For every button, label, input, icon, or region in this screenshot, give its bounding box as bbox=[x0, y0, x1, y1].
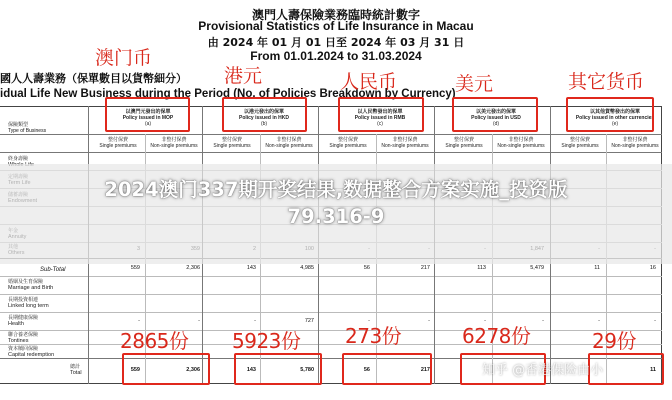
highlight-box bbox=[566, 97, 654, 132]
policy-count-other: 29份 bbox=[592, 329, 636, 353]
row-label-en: Capital redemption bbox=[8, 352, 55, 358]
subhead-nonsingle bbox=[146, 137, 202, 149]
table-cell: 559 bbox=[130, 265, 140, 271]
subhead-single bbox=[206, 137, 258, 149]
table-cell-total: 559 bbox=[130, 367, 140, 373]
row-label-en: Health bbox=[8, 321, 24, 327]
headline-line-1: 2024澳门337期开奖结果,数据整合方案实施_投资版 bbox=[104, 178, 568, 201]
table-divider bbox=[0, 312, 662, 313]
policy-count-mop: 2865份 bbox=[120, 329, 189, 353]
table-divider bbox=[0, 134, 662, 135]
table-cell: - bbox=[138, 318, 140, 324]
subhead-zh: 整付保費 bbox=[221, 137, 242, 143]
subhead-zh: 非整付保費 bbox=[508, 137, 534, 143]
table-cell: - bbox=[198, 318, 200, 324]
type-header-zh: 保險類型 bbox=[8, 122, 29, 128]
subhead-en: Single premiums bbox=[99, 143, 137, 149]
column-header-code: (c) bbox=[377, 121, 383, 127]
subhead-en: Non-single premiums bbox=[497, 143, 545, 149]
period-chinese: 由 2024 年 01 月 01 日至 2024 年 03 月 31 日 bbox=[207, 36, 465, 49]
column-header-code: (e) bbox=[611, 121, 619, 127]
subhead-zh: 非整付保費 bbox=[392, 137, 418, 143]
column-header-zh: 以人民幣發出的保單 bbox=[357, 109, 403, 115]
row-label-en: Linked long term bbox=[8, 303, 49, 309]
subhead-single bbox=[92, 137, 144, 149]
subhead-nonsingle bbox=[261, 137, 317, 149]
column-header-code: (d) bbox=[492, 121, 500, 127]
highlight-box bbox=[105, 97, 190, 132]
table-cell: 727 bbox=[304, 318, 314, 324]
table-cell: 4,985 bbox=[300, 265, 314, 271]
row-label-en: Marriage and Birth bbox=[8, 285, 54, 291]
table-cell-total: 2,306 bbox=[186, 367, 200, 373]
company-heading: 國人人壽業務（保單數目以貨幣細分） bbox=[0, 72, 187, 85]
subhead-single bbox=[438, 137, 490, 149]
currency-label-rmb: 人民币 bbox=[340, 71, 398, 93]
type-of-business-header bbox=[8, 122, 46, 134]
currency-label-mop: 澳门币 bbox=[95, 47, 153, 69]
title-english: Provisional Statistics of Life Insurance in Macau bbox=[198, 19, 474, 33]
subhead-zh: 非整付保費 bbox=[622, 137, 648, 143]
column-header-zh: 以其他貨幣發出的保單 bbox=[589, 109, 640, 115]
table-cell: 113 bbox=[477, 265, 486, 271]
subhead-en: Single premiums bbox=[329, 143, 367, 149]
highlight-box bbox=[338, 97, 424, 132]
policy-count-hkd: 5923份 bbox=[232, 329, 301, 353]
table-cell: - bbox=[542, 318, 544, 324]
subhead-en: Single premiums bbox=[213, 143, 251, 149]
table-cell: - bbox=[368, 318, 370, 324]
subhead-single bbox=[322, 137, 374, 149]
row-label-zh: 聯合養老保險 bbox=[8, 332, 39, 338]
table-cell: - bbox=[484, 318, 486, 324]
row-label-total bbox=[70, 364, 82, 376]
subhead-nonsingle bbox=[377, 137, 433, 149]
table-divider bbox=[0, 344, 662, 345]
row-label-zh: 婚姻及生育保險 bbox=[8, 279, 44, 285]
table-cell: - bbox=[428, 318, 430, 324]
subhead-zh: 非整付保費 bbox=[161, 137, 187, 143]
table-divider bbox=[0, 330, 662, 331]
subhead-en: Non-single premiums bbox=[150, 143, 198, 149]
row-label-marriage bbox=[8, 279, 53, 291]
period-english: From 01.01.2024 to 31.03.2024 bbox=[250, 49, 422, 63]
row-label-subtotal: Sub-Total bbox=[40, 267, 66, 273]
row-label-linked bbox=[8, 297, 49, 309]
table-cell-total: 143 bbox=[246, 367, 256, 373]
table-cell-total: 5,780 bbox=[300, 367, 314, 373]
row-label-zh: 總計 bbox=[70, 364, 81, 370]
subhead-en: Non-single premiums bbox=[381, 143, 429, 149]
table-divider bbox=[0, 276, 662, 277]
column-header-code: (a) bbox=[144, 121, 152, 127]
highlight-box bbox=[342, 353, 432, 385]
column-header-en: Policy issued in other currencies bbox=[575, 115, 655, 121]
policy-count-usd: 6278份 bbox=[462, 324, 531, 348]
subhead-en: Single premiums bbox=[445, 143, 483, 149]
currency-label-hkd: 港元 bbox=[224, 65, 263, 87]
column-header-en: Policy issued in RMB bbox=[354, 115, 406, 121]
row-label-en: Total bbox=[70, 370, 82, 376]
row-label-en: Tontines bbox=[8, 338, 29, 344]
column-header-en: Policy issued in MOP bbox=[122, 115, 174, 121]
table-divider bbox=[0, 294, 662, 295]
highlight-box bbox=[222, 97, 307, 132]
table-cell: 2,306 bbox=[186, 265, 200, 271]
table-cell-total: 11 bbox=[650, 367, 656, 373]
subhead-en: Non-single premiums bbox=[611, 143, 659, 149]
table-cell: - bbox=[598, 318, 600, 324]
subhead-zh: 整付保費 bbox=[337, 137, 358, 143]
subhead-zh: 整付保費 bbox=[453, 137, 474, 143]
watermark-text: 知乎 @香港保险由小 bbox=[482, 363, 604, 378]
row-label-tontines bbox=[8, 332, 38, 344]
subhead-en: Non-single premiums bbox=[265, 143, 313, 149]
column-header-zh: 以澳門元發出的保單 bbox=[125, 109, 171, 115]
row-label-capital bbox=[8, 346, 54, 358]
row-label-zh: 終身壽險 bbox=[8, 156, 29, 162]
highlight-box bbox=[452, 97, 538, 132]
subhead-zh: 非整付保費 bbox=[276, 137, 302, 143]
title-chinese: 澳門人壽保險業務臨時統計數字 bbox=[251, 8, 420, 22]
subhead-nonsingle bbox=[607, 137, 663, 149]
table-divider bbox=[0, 152, 662, 153]
column-header-en: Policy issued in USD bbox=[471, 115, 521, 121]
subhead-en: Single premiums bbox=[561, 143, 599, 149]
table-cell: 56 bbox=[363, 265, 370, 271]
headline-line-2: 79.316-9 bbox=[287, 205, 385, 228]
row-label-zh: 長期投資相連 bbox=[8, 297, 39, 303]
column-header-en: Policy issued in HKD bbox=[238, 115, 289, 121]
row-label-zh: 長期健康保險 bbox=[8, 315, 39, 321]
table-cell: - bbox=[254, 318, 256, 324]
table-cell-total: 56 bbox=[363, 367, 370, 373]
section-heading: idual Life New Business during the Period (No. of Policies Breakdown by Currency) bbox=[0, 88, 456, 100]
column-header-zh: 以美元發出的保單 bbox=[475, 109, 516, 115]
type-header-en: Type of Business bbox=[8, 128, 47, 134]
table-cell-total: 217 bbox=[420, 367, 430, 373]
column-header-zh: 以港元發出的保單 bbox=[243, 109, 284, 115]
table-cell: 5,479 bbox=[530, 265, 544, 271]
table-cell: 217 bbox=[420, 265, 430, 271]
table-cell: 16 bbox=[649, 265, 656, 271]
currency-label-usd: 美元 bbox=[455, 73, 494, 95]
row-label-health bbox=[8, 315, 38, 327]
subhead-zh: 整付保費 bbox=[569, 137, 590, 143]
highlight-box bbox=[234, 353, 322, 385]
highlight-box bbox=[122, 353, 210, 385]
table-cell: - bbox=[654, 318, 656, 324]
policy-count-rmb: 273份 bbox=[345, 324, 402, 348]
row-label-zh: 資本贖回保險 bbox=[8, 346, 39, 352]
column-header-code: (b) bbox=[260, 121, 268, 127]
subhead-nonsingle bbox=[493, 137, 549, 149]
subhead-single bbox=[554, 137, 606, 149]
subhead-zh: 整付保費 bbox=[107, 137, 128, 143]
currency-label-other: 其它货币 bbox=[568, 71, 645, 93]
table-cell: 11 bbox=[594, 265, 600, 271]
table-cell: 143 bbox=[246, 265, 256, 271]
